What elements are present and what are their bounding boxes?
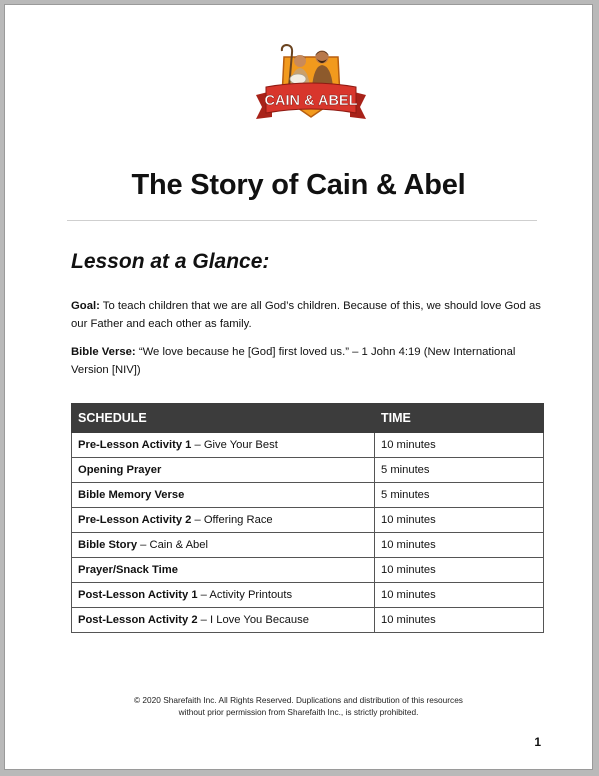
activity-name: Pre-Lesson Activity 1 [78, 439, 192, 451]
goal-label: Goal: [71, 300, 100, 312]
bible-verse-label: Bible Verse: [71, 346, 136, 358]
page-title: The Story of Cain & Abel [131, 169, 466, 201]
activity-name: Post-Lesson Activity 1 [78, 589, 198, 601]
time-cell: 10 minutes [375, 608, 544, 633]
activity-cell [72, 533, 375, 558]
time-cell: 5 minutes [375, 458, 544, 483]
activity-name: Bible Memory Verse [78, 489, 185, 501]
activity-detail: – Cain & Abel [137, 539, 208, 551]
schedule-header-row [72, 404, 544, 433]
bible-verse-paragraph [71, 343, 541, 379]
table-row [72, 533, 544, 558]
table-row [72, 583, 544, 608]
page-number: 1 [534, 735, 541, 749]
copyright-line-1: © 2020 Sharefaith Inc. All Rights Reserved. Duplications and distribution of this resources [134, 695, 463, 705]
goal-paragraph [71, 297, 541, 333]
bible-verse-text: “We love because he [God] first loved us.” – 1 John 4:19 (New International Version [NIV]) [71, 346, 516, 376]
time-cell: 10 minutes [375, 508, 544, 533]
table-row [72, 608, 544, 633]
title-divider [67, 220, 537, 221]
activity-detail: – Activity Printouts [197, 589, 293, 601]
schedule-column-header: SCHEDULE [72, 404, 375, 433]
activity-cell [72, 583, 375, 608]
activity-detail: – Offering Race [191, 514, 273, 526]
activity-detail: – I Love You Because [197, 614, 309, 626]
activity-cell [72, 558, 375, 583]
time-cell: 5 minutes [375, 483, 544, 508]
logo-lamb [290, 74, 306, 84]
table-row [72, 458, 544, 483]
logo-text: CAIN & ABEL [264, 93, 358, 109]
copyright-footer [5, 694, 592, 718]
table-row [72, 558, 544, 583]
document-page [4, 4, 593, 770]
section-heading: Lesson at a Glance: [71, 250, 270, 273]
activity-detail: – Give Your Best [191, 439, 278, 451]
time-cell: 10 minutes [375, 433, 544, 458]
activity-name: Post-Lesson Activity 2 [78, 614, 198, 626]
activity-cell [72, 508, 375, 533]
table-row [72, 483, 544, 508]
time-column-header: TIME [375, 404, 544, 433]
activity-name: Prayer/Snack Time [78, 564, 178, 576]
table-row [72, 433, 544, 458]
cain-and-abel-logo [248, 39, 374, 129]
activity-cell [72, 433, 375, 458]
table-row [72, 508, 544, 533]
activity-name: Opening Prayer [78, 464, 162, 476]
time-cell: 10 minutes [375, 533, 544, 558]
time-cell: 10 minutes [375, 558, 544, 583]
activity-cell [72, 608, 375, 633]
activity-name: Pre-Lesson Activity 2 [78, 514, 192, 526]
activity-cell [72, 483, 375, 508]
copyright-line-2: without prior permission from Sharefaith Inc., is strictly prohibited. [178, 707, 419, 717]
time-cell: 10 minutes [375, 583, 544, 608]
activity-cell [72, 458, 375, 483]
schedule-table [71, 403, 544, 633]
activity-name: Bible Story [78, 539, 138, 551]
goal-text: To teach children that we are all God’s children. Because of this, we should love God as our Father and each other as family. [71, 300, 541, 330]
